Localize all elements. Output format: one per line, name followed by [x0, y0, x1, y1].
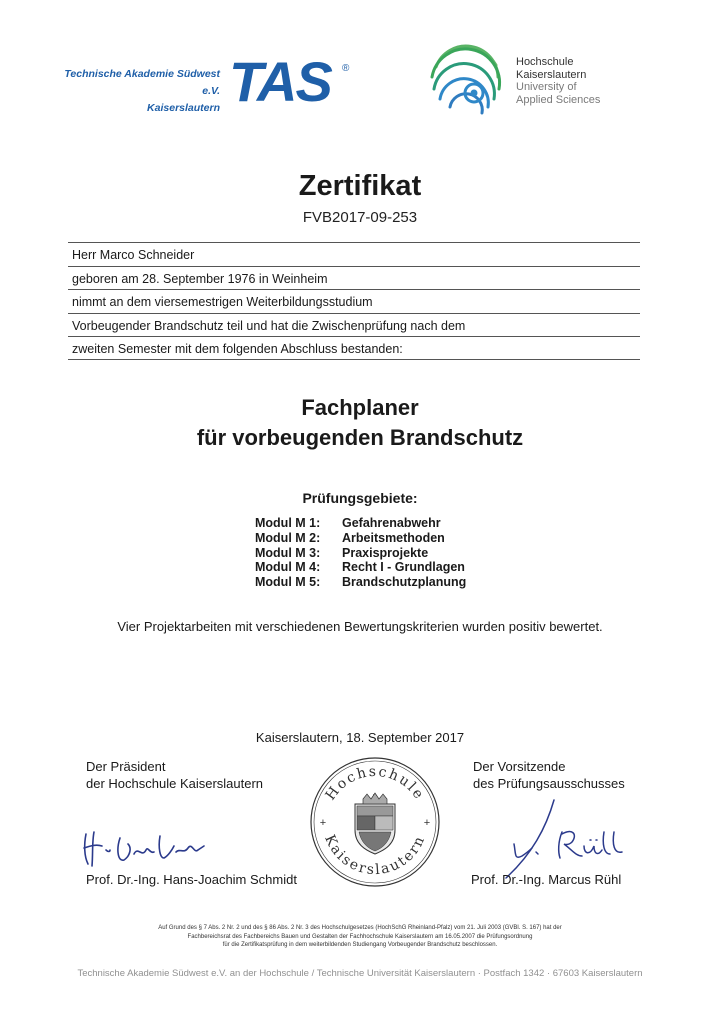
certificate-title: Zertifikat — [298, 170, 422, 202]
degree-line1: Fachplaner — [301, 395, 419, 420]
module-code: Modul M 2: — [255, 530, 321, 545]
statement-line: geboren am 28. September 1976 in Weinheim — [68, 266, 640, 290]
seal-top-text: Hochschule — [322, 763, 428, 804]
tas-registered-mark: ® — [342, 63, 350, 74]
legal-basis-text — [0, 924, 720, 950]
module-code: Modul M 1: — [255, 516, 321, 530]
chair-role — [473, 758, 625, 792]
tas-logo: TAS — [229, 50, 331, 113]
president-signature — [76, 824, 226, 869]
hs-name-line2: Kaiserslautern — [516, 68, 587, 81]
module-row — [255, 546, 466, 561]
hochschule-name — [516, 56, 600, 106]
module-name: Brandschutzplanung — [342, 575, 467, 590]
module-code: Modul M 5: — [255, 575, 321, 590]
president-name: Prof. Dr.-Ing. Hans-Joachim Schmidt — [86, 872, 297, 887]
seal-bottom-text: Kaiserslautern — [321, 832, 429, 879]
hs-name-line1: Hochschule — [516, 56, 574, 68]
statement-line: zweiten Semester mit dem folgenden Abschluss bestanden: — [68, 336, 640, 360]
tas-organisation-text — [44, 66, 220, 117]
president-role — [86, 758, 263, 792]
module-row — [255, 575, 466, 590]
module-name: Recht I - Grundlagen — [342, 560, 465, 575]
seal-star-left: + — [319, 817, 327, 829]
hochschule-logo-icon — [424, 43, 506, 125]
module-code: Modul M 3: — [255, 545, 321, 560]
exam-areas-heading: Prüfungsgebiete: — [302, 490, 418, 506]
statement-line: nimmt an dem viersemestrigen Weiterbildungsstudium — [68, 289, 640, 313]
module-row — [255, 560, 466, 575]
hs-sub-line1: University of — [516, 81, 577, 93]
tas-city: Kaiserslautern — [147, 102, 220, 114]
module-row — [255, 531, 466, 546]
legal-line: Fachbereichsrat des Fachbereichs Bauen und Gestalten der Fachhochschule Kaiserslautern am 16.05.2007 die Prüfungsordnung — [187, 933, 533, 940]
chair-role-line1: Der Vorsitzende — [473, 759, 566, 774]
degree-title — [0, 393, 720, 453]
degree-line2: für vorbeugenden Brandschutz — [196, 425, 524, 450]
official-seal-icon — [305, 752, 445, 892]
hs-sub-line2: Applied Sciences — [516, 93, 601, 106]
module-name: Gefahrenabwehr — [342, 516, 441, 530]
module-row — [255, 516, 466, 531]
certificate-number: FVB2017-09-253 — [302, 209, 418, 226]
module-name: Arbeitsmethoden — [342, 530, 445, 545]
coat-of-arms-icon — [355, 793, 395, 854]
seal-star-right: + — [423, 817, 431, 829]
module-list — [255, 516, 466, 590]
statement-line: Herr Marco Schneider — [68, 242, 640, 266]
assessment-note: Vier Projektarbeiten mit verschiedenen Bewertungskriterien wurden positiv bewertet. — [117, 619, 603, 634]
chair-name: Prof. Dr.-Ing. Marcus Rühl — [471, 872, 622, 887]
footer-address: Technische Akademie Südwest e.V. an der Hochschule / Technische Universität Kaiserslautern · Postfach 1342 · 67603 Kaiserslautern — [77, 968, 643, 979]
tas-name: Technische Akademie Südwest e.V. — [64, 68, 220, 97]
certificate-statement — [68, 242, 640, 360]
module-name: Praxisprojekte — [342, 545, 429, 560]
legal-line: Auf Grund des § 7 Abs. 2 Nr. 2 und des § 86 Abs. 2 Nr. 3 des Hochschulgesetzes (HochSchG Rheinland-Pfalz) vom 21. Juli 2003 (GVBl. S. 167) hat der — [158, 925, 562, 931]
place-date: Kaiserslautern, 18. September 2017 — [255, 730, 465, 745]
chair-signature — [492, 798, 642, 880]
president-role-line1: Der Präsident — [86, 759, 166, 774]
chair-role-line2: des Prüfungsausschusses — [473, 776, 625, 791]
president-role-line2: der Hochschule Kaiserslautern — [86, 776, 264, 791]
legal-line: für die Zertifikatsprüfung in dem weiterbildenden Studiengang Vorbeugender Brandschutz beschlossen. — [222, 942, 498, 948]
module-code: Modul M 4: — [255, 560, 321, 575]
statement-line: Vorbeugender Brandschutz teil und hat die Zwischenprüfung nach dem — [68, 313, 640, 337]
